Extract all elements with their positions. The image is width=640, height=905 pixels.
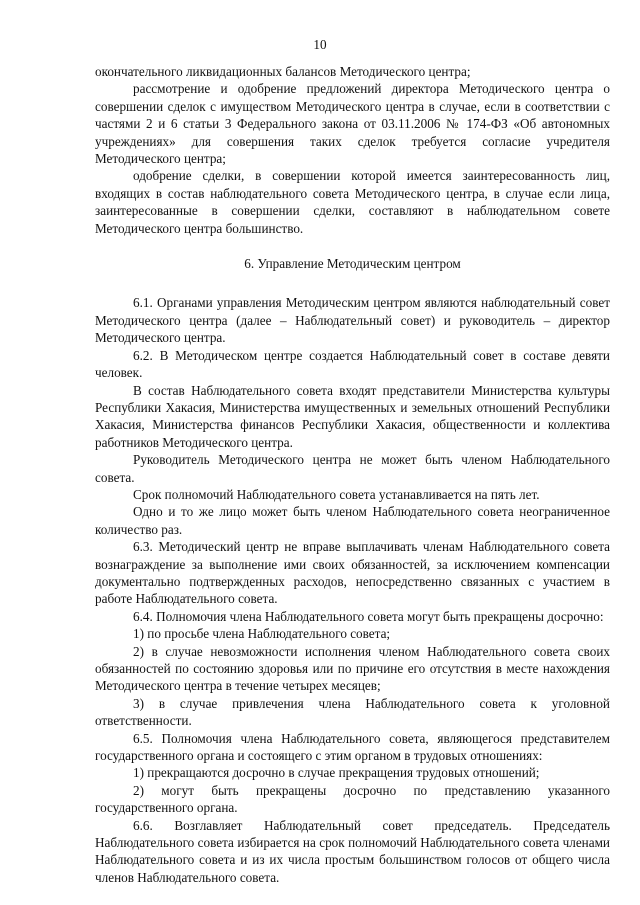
list-item: 1) по просьбе члена Наблюдательного совета; [133, 626, 391, 642]
paragraph: 6.2. В Методическом центре создается Наблюдательный совет в составе девяти человек. [95, 347, 610, 381]
list-item: 2) могут быть прекращены досрочно по представлению указанного государственного органа. [95, 782, 610, 816]
list-item: 1) прекращаются досрочно в случае прекращения трудовых отношений; [133, 765, 540, 781]
paragraph: рассмотрение и одобрение предложений директора Методического центра о совершении сделок с имуществом Методического центра в случае, если в соответствии с частями 2 и 6 статьи 3 Федерального закона от 03.11.2006 № 174-ФЗ «Об автономных учреждениях» для совершения таких сделок требуется согласие учредителя Методического центра; [95, 81, 610, 167]
list-item: 2) в случае невозможности исполнения членом Наблюдательного совета своих обязанностей по состоянию здоровья или по причине его отсутствия в месте нахождения Методического центра в течение четырех месяцев; [95, 643, 610, 694]
paragraph: В состав Наблюдательного совета входят представители Министерства культуры Республики Хакасия, Министерства имущественных и земельных отношений Республики Хакасия, Министерства финансов Республики Хакасия, общественности и коллектива работников Методического центра. [95, 382, 610, 450]
paragraph: 6.3. Методический центр не вправе выплачивать членам Наблюдательного совета вознаграждение за выполнение ими своих обязанностей, за исключением компенсации документально подтвержденных расходов, непосредственно связанных с участием в работе Наблюдательного совета. [95, 539, 610, 607]
paragraph: окончательного ликвидационных балансов Методического центра; [95, 64, 471, 79]
paragraph: Срок полномочий Наблюдательного совета устанавливается на пять лет. [133, 486, 540, 502]
paragraph: 6.6. Возглавляет Наблюдательный совет председатель. Председатель Наблюдательного совета избирается на срок полномочий Наблюдательного совета членами Наблюдательного совета и из их числа простым большинством голосов от общего числа членов Наблюдательного совета. [95, 817, 610, 885]
paragraph: одобрение сделки, в совершении которой имеется заинтересованность лиц, входящих в состав наблюдательного совета Методического центра, в случае если лица, заинтересованные в совершении сделки, составляют в наблюдательном совете Методического центра большинство. [95, 168, 610, 236]
page-number: 10 [313, 37, 327, 52]
list-item: 3) в случае привлечения члена Наблюдательного совета к уголовной ответственности. [95, 695, 610, 729]
paragraph: 6.5. Полномочия члена Наблюдательного совета, являющегося представителем государственного органа и состоящего с этим органом в трудовых отношениях: [95, 730, 610, 764]
section-heading: 6. Управление Методическим центром [244, 256, 461, 272]
document-body [95, 63, 610, 886]
paragraph: Руководитель Методического центра не может быть членом Наблюдательного совета. [95, 452, 610, 485]
paragraph: 6.1. Органами управления Методическим центром являются наблюдательный совет Методического центра (далее – Наблюдательный совет) и руководитель – директор Методического центра. [95, 295, 610, 346]
paragraph: 6.4. Полномочия члена Наблюдательного совета могут быть прекращены досрочно: [133, 608, 604, 624]
paragraph: Одно и то же лицо может быть членом Наблюдательного совета неограниченное количество раз. [95, 504, 610, 537]
